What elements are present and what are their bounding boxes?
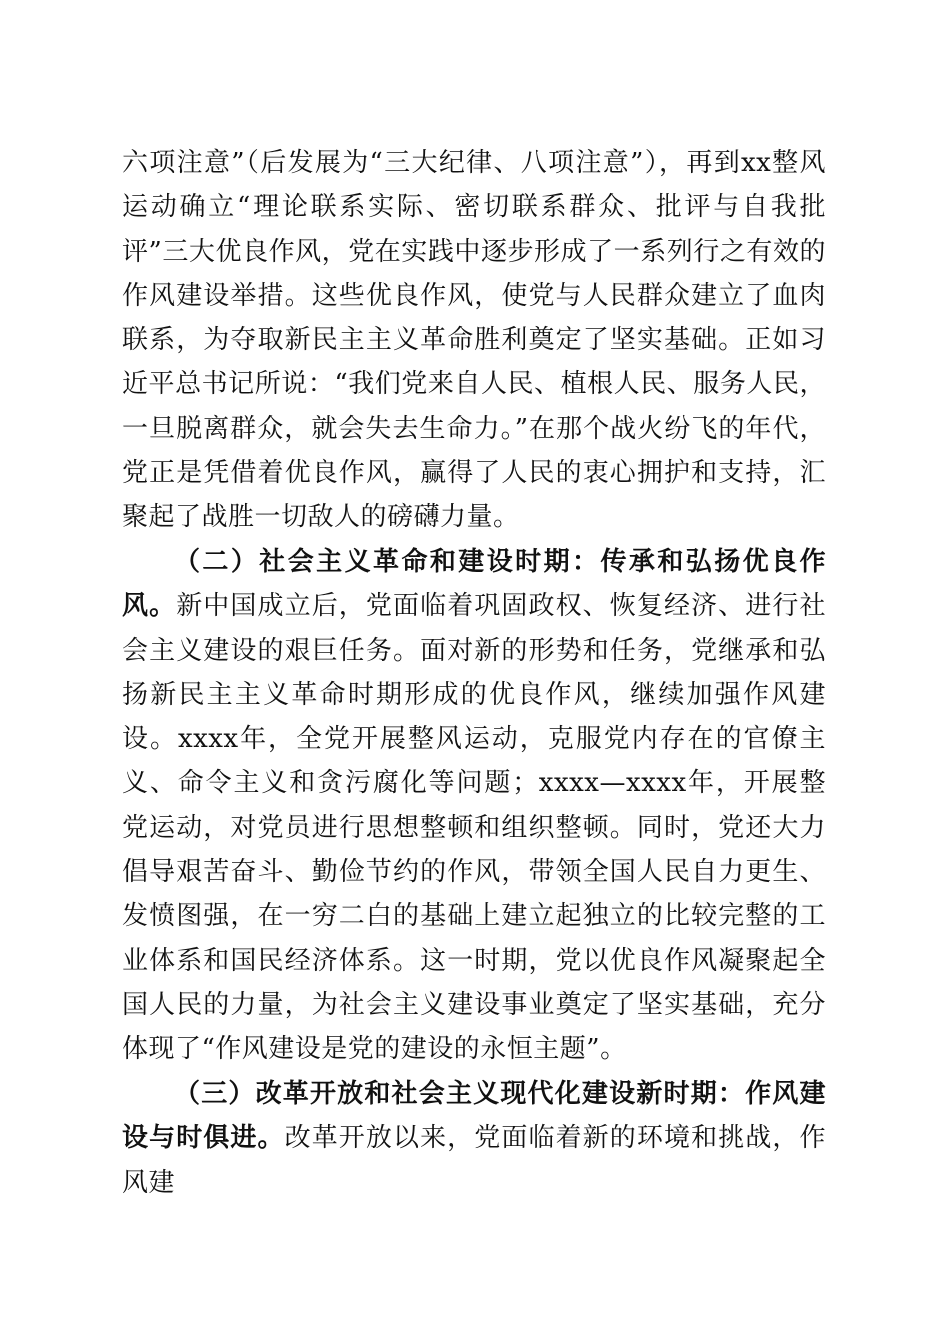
paragraph-2-body [122,540,826,1072]
paragraph-2-text: 新中国成立后，党面临着巩固政权、恢复经济、进行社会主义建设的艰巨任务。面对新的形势和任务，党继承和弘扬新民主主义革命时期形成的优良作风，继续加强作风建设。xxxx年，全党开展整风运动，克服党内存在的官僚主义、命令主义和贪污腐化等问题；xxxx—xxxx年，开展整党运动，对党员进行思想整顿和组织整顿。同时，党还大力倡导艰苦奋斗、勤俭节约的作风，带领全国人民自力更生、发愤图强，在一穷二白的基础上建立起独立的比较完整的工业体系和国民经济体系。这一时期，党以优良作风凝聚起全国人民的力量，为社会主义建设事业奠定了坚实基础，充分体现了“作风建设是党的建设的永恒主题”。 [122,591,826,1065]
paragraph-1 [122,141,826,540]
paragraph-1-text: 六项注意”（后发展为“三大纪律、八项注意”），再到xx整风运动确立“理论联系实际、密切联系群众、批评与自我批评”三大优良作风，党在实践中逐步形成了一系列行之有效的作风建设举措。这些优良作风，使党与人民群众建立了血肉联系，为夺取新民主主义革命胜利奠定了坚实基础。正如习近平总书记所说：“我们党来自人民、植根人民、服务人民，一旦脱离群众，就会失去生命力。”在那个战火纷飞的年代，党正是凭借着优良作风，赢得了人民的衷心拥护和支持，汇聚起了战胜一切敌人的磅礴力量。 [122,148,826,533]
paragraph-2 [122,540,826,1072]
paragraph-3-heading: （三）改革开放和社会主义现代化建设新时期：作风建设与时俱进。 [122,1079,826,1154]
paragraph-3-text: 改革开放以来，党面临着新的环境和挑战，作风建 [122,1123,826,1198]
paragraph-3-body [122,1072,826,1205]
paragraph-3 [122,1072,826,1205]
paragraph-2-heading: （二）社会主义革命和建设时期：传承和弘扬优良作风。 [122,547,826,622]
